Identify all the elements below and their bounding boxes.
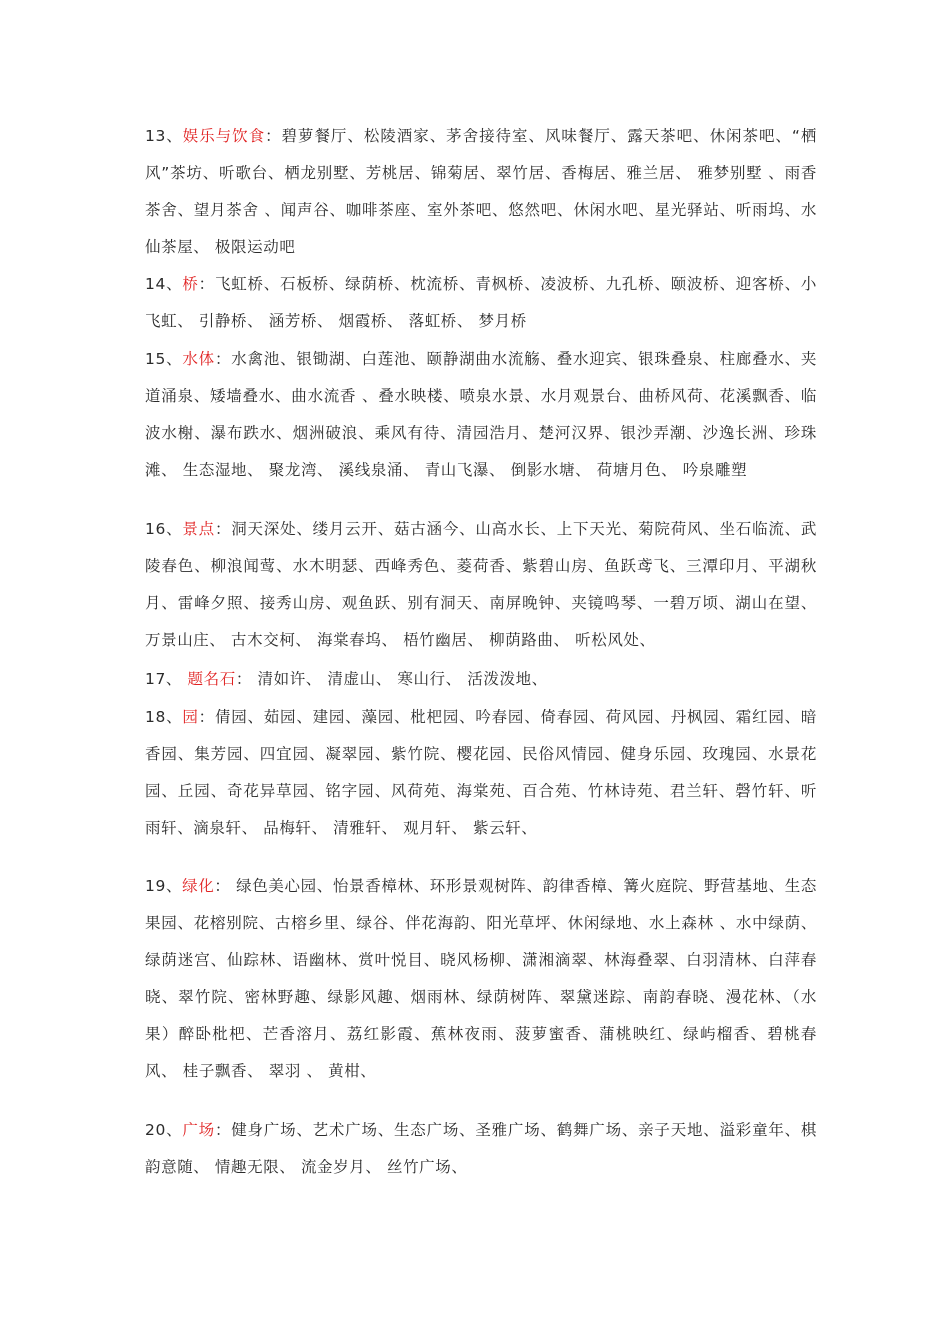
section-body: 健身广场、艺术广场、生态广场、圣雅广场、鹤舞广场、亲子天地、溢彩童年、棋韵意随、 情趣无限、 流金岁月、 丝竹广场、 <box>145 1121 818 1176</box>
section-body: 倩园、茹园、建园、藻园、枇杷园、吟春园、倚春园、荷风园、丹枫园、霜红园、暗香园、集芳园、四宜园、凝翠园、紫竹院、樱花园、民俗风情园、健身乐园、玫瑰园、水景花园、丘园、奇花异草园、铭字园、风荷苑、海棠苑、百合苑、竹林诗苑、君兰轩、磬竹轩、听雨轩、滴泉轩、 品梅轩、 清雅轩、 观月轩、 紫云轩、 <box>145 708 817 837</box>
section-title: 桥 <box>182 275 199 293</box>
section-20-plazas <box>145 1112 817 1186</box>
section-title: 园 <box>182 708 199 726</box>
section-number: 16、 <box>145 520 183 538</box>
section-colon: ： <box>214 520 232 538</box>
section-19-greenery <box>145 868 817 1090</box>
section-body: 绿色美心园、怡景香樟林、环形景观树阵、韵律香樟、篝火庭院、野营基地、生态果园、花榕别院、古榕乡里、绿谷、伴花海韵、阳光草坪、休闲绿地、水上森林 、水中绿荫、绿荫迷宫、仙踪林、语幽林、赏叶悦目、晓风杨柳、潇湘滴翠、林海叠翠、白羽清林、白萍春晓、翠竹院、密林野趣、绿影风趣、烟雨林、绿荫树阵、翠黛迷踪、南韵春晓、漫花林、（水果）醉卧枇杷、芒香溶月、荔红影霞、蕉林夜雨、菠萝蜜香、蒲桃映红、绿屿榴香、碧桃春风、 桂子飘香、 翠羽 、 黄柑、 <box>145 877 817 1080</box>
section-title: 水体 <box>182 350 215 368</box>
section-number: 18、 <box>145 708 183 726</box>
section-colon: ： <box>214 350 232 368</box>
section-body: 碧萝餐厅、松陵酒家、茅舍接待室、风味餐厅、露天茶吧、休闲茶吧、“栖风”茶坊、听歌台、栖龙别墅、芳桃居、锦菊居、翠竹居、香梅居、雅兰居、 雅梦别墅 、雨香茶舍、望月茶舍 、闻声谷、咖啡茶座、室外茶吧、悠然吧、休闲水吧、星光驿站、听雨坞、水仙茶屋、 极限运动吧 <box>145 127 817 256</box>
section-15-water-features <box>145 341 817 489</box>
section-title: 广场 <box>182 1121 215 1139</box>
section-13-entertainment-dining <box>145 118 817 266</box>
section-body: 清如许、 清虚山、 寒山行、 活泼泼地、 <box>251 670 548 688</box>
section-title: 绿化 <box>182 877 215 895</box>
section-colon: ： <box>214 877 231 895</box>
section-title: 娱乐与饮食 <box>182 127 266 145</box>
section-number: 13、 <box>145 127 183 145</box>
section-body: 洞天深处、缕月云开、菇古涵今、山高水长、上下天光、菊院荷风、坐石临流、武陵春色、柳浪闻莺、水木明瑟、西峰秀色、菱荷香、紫碧山房、鱼跃鸢飞、三潭印月、平湖秋月、雷峰夕照、接秀山房、观鱼跃、别有洞天、南屏晚钟、夹镜鸣琴、一碧万顷、湖山在望、万景山庄、 古木交柯、 海棠春坞、 梧竹幽居、 柳荫路曲、 听松风处、 <box>145 520 818 649</box>
section-17-inscribed-stones <box>145 661 817 698</box>
section-colon: ： <box>198 708 215 726</box>
section-number: 19、 <box>145 877 183 895</box>
section-14-bridges <box>145 266 817 340</box>
section-number: 14、 <box>145 275 183 293</box>
section-number: 20、 <box>145 1121 183 1139</box>
section-number: 15、 <box>145 350 183 368</box>
section-body: 水禽池、银锄湖、白莲池、颐静湖曲水流觞、叠水迎宾、银珠叠泉、柱廊叠水、夹道涌泉、矮墙叠水、曲水流香 、叠水映楼、喷泉水景、水月观景台、曲桥风荷、花溪飘香、临波水榭、瀑布跌水、烟洲破浪、乘风有待、清园浩月、楚河汉界、银沙弄潮、沙逸长洲、珍珠滩、 生态湿地、 聚龙湾、 溪线泉涌、 青山飞瀑、 倒影水塘、 荷塘月色、 吟泉雕塑 <box>145 350 818 479</box>
section-title: 景点 <box>182 520 215 538</box>
section-title: 题名石 <box>182 670 236 688</box>
section-body: 飞虹桥、石板桥、绿荫桥、枕流桥、青枫桥、凌波桥、九孔桥、颐波桥、迎客桥、小飞虹、 引静桥、 涵芳桥、 烟霞桥、 落虹桥、 梦月桥 <box>145 275 817 330</box>
section-colon: ： <box>235 670 252 688</box>
section-18-gardens <box>145 699 817 847</box>
section-colon: ： <box>265 127 282 145</box>
section-16-scenic-spots <box>145 511 817 659</box>
section-colon: ： <box>198 275 215 293</box>
section-colon: ： <box>214 1121 232 1139</box>
section-number: 17、 <box>145 670 183 688</box>
